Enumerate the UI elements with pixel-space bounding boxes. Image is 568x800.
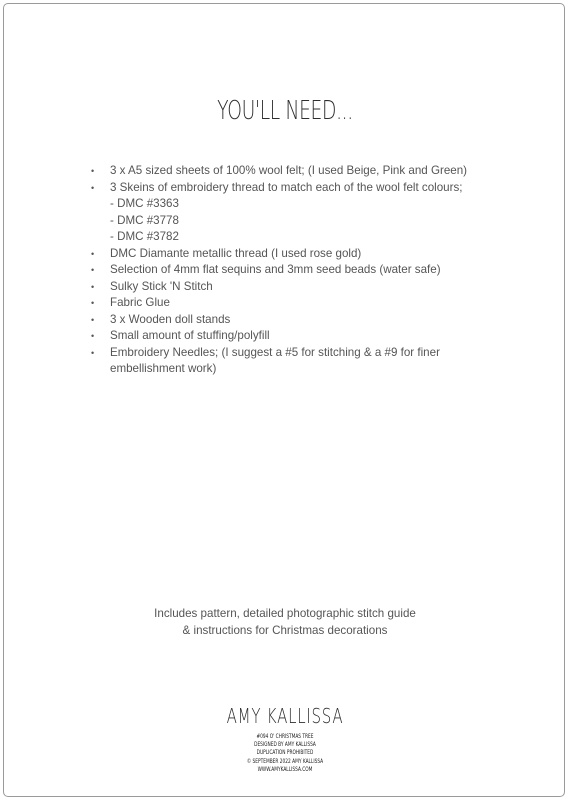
supply-item [91, 180, 491, 197]
credit-line: DUPLICATION PROHIBITED [256, 749, 314, 757]
supply-item-text: Small amount of stuffing/polyfill [110, 329, 270, 342]
supply-item [91, 279, 491, 296]
supply-item [91, 361, 491, 378]
bullet-icon: • [91, 248, 95, 259]
supplies-list [91, 163, 491, 378]
supply-item-text: - DMC #3778 [110, 213, 179, 227]
supply-item [91, 262, 491, 279]
supply-item [91, 295, 491, 312]
page-title: YOU'LL NEED... [217, 96, 353, 126]
supply-item-text: 3 x A5 sized sheets of 100% wool felt; (I used Beige, Pink and Green) [110, 164, 468, 177]
supply-item-text: Embroidery Needles; (I suggest a #5 for stitching & a #9 for finer [110, 345, 440, 359]
supply-item-text: 3 Skeins of embroidery thread to match each of the wool felt colours; [110, 180, 463, 194]
supply-item-text: - DMC #3782 [110, 230, 179, 243]
supply-item [91, 345, 491, 362]
bullet-icon: • [91, 298, 95, 308]
bullet-icon: • [91, 347, 95, 358]
includes-line: Includes pattern, detailed photographic stitch guide [154, 607, 416, 620]
supply-item [91, 312, 491, 329]
supply-item [91, 196, 491, 213]
supply-item-text: 3 x Wooden doll stands [110, 312, 231, 326]
bullet-icon: • [91, 331, 95, 341]
credit-line: DESIGNED BY AMY KALLISSA [254, 741, 316, 749]
supply-item [91, 246, 491, 263]
credit-line: © SEPTEMBER 2022 AMY KALLISSA [246, 757, 324, 765]
credits-block [60, 733, 510, 774]
supply-item-text: - DMC #3363 [110, 197, 179, 210]
supply-item-text: Sulky Stick 'N Stitch [110, 279, 213, 293]
credit-line: WWW.AMYKALLISSA.COM [257, 765, 313, 773]
supply-item-text: embellishment work) [110, 362, 217, 375]
supply-item [91, 229, 491, 246]
includes-note [4, 606, 566, 639]
bullet-icon: • [91, 265, 95, 275]
supply-item [91, 328, 491, 345]
supply-item [91, 213, 491, 230]
supply-item [91, 163, 491, 180]
includes-line: & instructions for Christmas decorations [182, 623, 388, 637]
supply-item-text: Selection of 4mm flat sequins and 3mm seed beads (water safe) [110, 263, 441, 276]
document-page [3, 3, 565, 797]
brand-name: AMY KALLISSA [226, 704, 344, 728]
supply-item-text: DMC Diamante metallic thread (I used rose gold) [110, 246, 362, 260]
bullet-icon: • [91, 314, 95, 325]
bullet-icon: • [91, 281, 95, 292]
supply-item-text: Fabric Glue [110, 296, 170, 309]
bullet-icon: • [91, 166, 95, 176]
credit-line: #094 O' CHRISTMAS TREE [256, 733, 314, 740]
bullet-icon: • [91, 182, 95, 193]
